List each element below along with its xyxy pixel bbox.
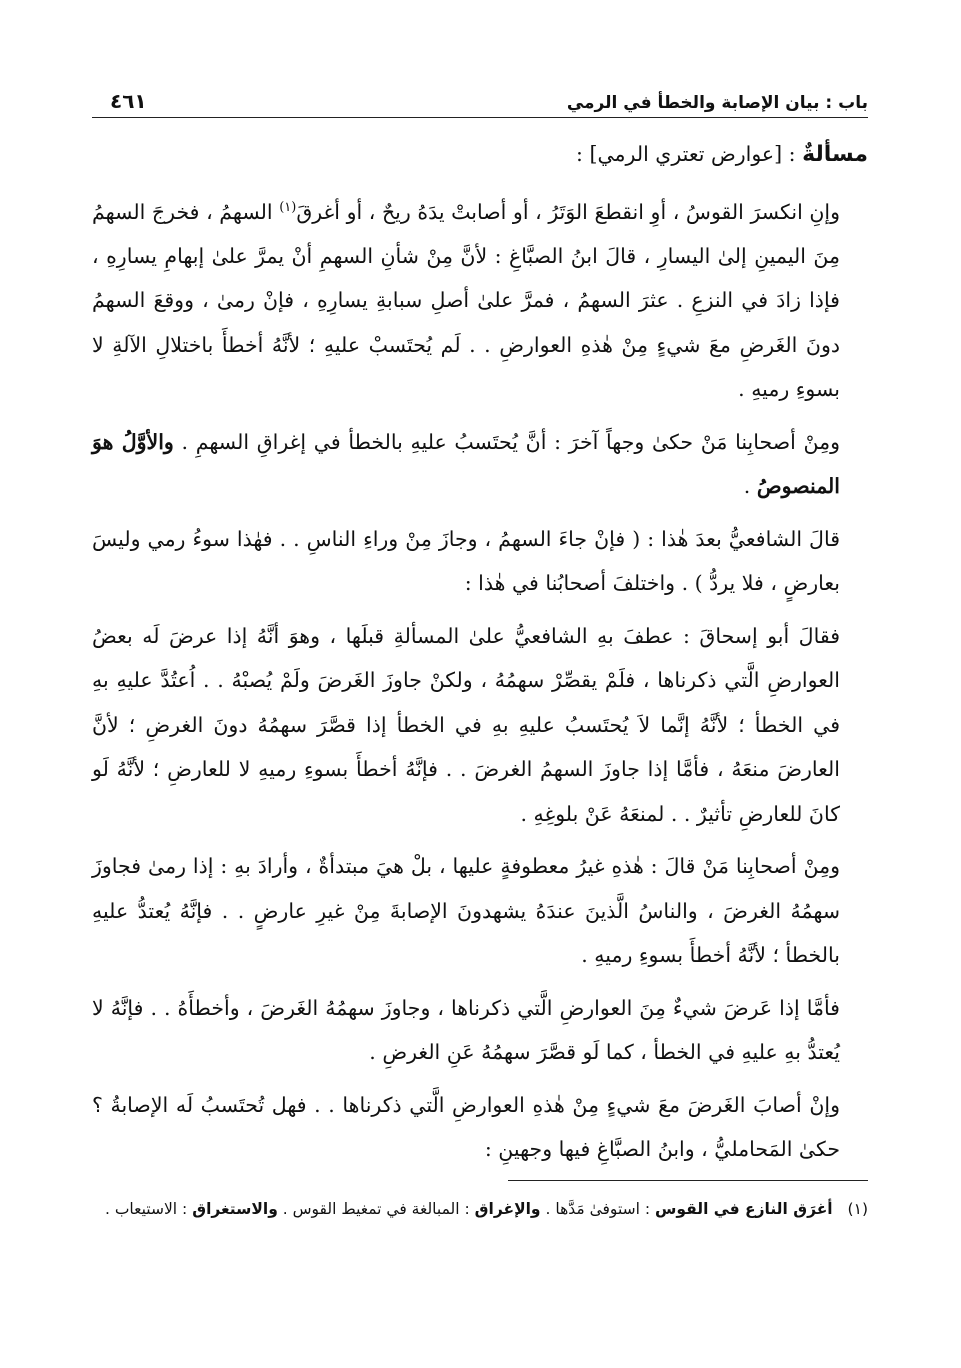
paragraph-3: قالَ الشافعيُّ بعدَ هٰذا : ( فإنْ جاءَ السهمُ ، وجازَ مِنْ وراءِ الناسِ . . فهٰذا سوءُ رمي وليسَ بعارضٍ ، فلا يردُّ ) . واختلفَ أصحابُنا في هٰذا : bbox=[92, 526, 840, 596]
paragraph-1-part-a: وإنِ انكسرَ القوسُ ، أوِ انقطعَ الوَتَرُ ، أو أصابتْ يدَهُ ريحٌ ، أو أغرقَ bbox=[296, 199, 840, 224]
paragraph-2-bold: والأوَّلُ هوَ المنصوصُ bbox=[92, 429, 840, 499]
footnote bbox=[92, 1195, 868, 1223]
masala-label: مسألةٌ bbox=[802, 142, 868, 167]
paragraph-7: وإنْ أصابَ الغَرضَ معَ شيءٍ مِنْ هٰذهِ العوارضِ الَّتي ذكرناها . . فهل تُحتَسبُ لَه الإصابةُ ؟ حكىٰ المَحامليُّ ، وابنُ الصبَّاغِ فيها وجهينِ : bbox=[92, 1092, 840, 1162]
footnote-term-3: والاستغراق bbox=[192, 1199, 278, 1218]
paragraph-4: فقالَ أبو إسحاقَ : عطفَ بهِ الشافعيُّ علىٰ المسألةِ قبلَها ، وهوَ أنَّهُ إذا عرضَ لَه بعضُ العوارضِ الَّتي ذكرناها ، فلَمْ يقصِّرْ سهمُهُ ، ولكنْ جاوزَ الغَرضَ ولَمْ يُصبْهُ . . اُعتُدَّ عليهِ بهِ في الخطأ ؛ لأنَّهُ إنَّما لاَ يُحتَسبُ عليهِ بهِ في الخطأ إذا قصَّرَ سهمُهُ دونَ الغرضِ ؛ لأنَّ العارضَ منعَهُ ، فأمَّا إذا جاوزَ السهمُ الغرضَ . . فإنَّهُ أخطأَ بسوءِ رميهِ لا للعارضِ ؛ لأنَّهُ لَو كانَ للعارضِ تأثيرٌ . . لمنعَهُ عَنْ بلوغِهِ . bbox=[92, 623, 840, 826]
paragraph-2-part-a: ومِنْ أصحابِنا مَنْ حكىٰ وجهاً آخرَ : أنَّ يُحتَسبُ عليهِ بالخطأ في إغراقِ السهمِ . bbox=[181, 429, 840, 454]
footnote-term-1: أغرَق النازع في القوس bbox=[655, 1199, 833, 1218]
paragraph-2 bbox=[92, 420, 868, 509]
running-title: باب : بيان الإصابة والخطأ في الرمي bbox=[566, 93, 868, 113]
paragraph-1 bbox=[92, 186, 868, 412]
paragraph-5: ومِنْ أصحابِنا مَنْ قالَ : هٰذهِ غيرُ معطوفةٍ عليها ، بلْ هيَ مبتدأةٌ ، وأرادَ بهِ : إذا رمىٰ فجاوزَ سهمُهُ الغرضَ ، والناسُ الَّذينَ عندَهُ يشهدونَ الإصابةَ مِنْ غيرِ عارضٍ . . فإنَّهُ يُعتدُّ عليهِ بالخطأ ؛ لأنَّهُ أخطأَ بسوءِ رميهِ . bbox=[92, 854, 840, 968]
footnote-text-b: : المبالغة في تمغيط القوس . bbox=[277, 1199, 470, 1218]
paragraph-2-end: . bbox=[743, 474, 751, 499]
footnote-text-a: : استوفىٰ مَدَّها . bbox=[540, 1199, 651, 1218]
masala-heading bbox=[92, 132, 868, 178]
footnote-ref-1: (١) bbox=[279, 199, 297, 215]
footnote-term-2: والإغراق bbox=[474, 1199, 541, 1218]
footnote-text-c: : الاستيعاب . bbox=[104, 1199, 188, 1218]
document-page bbox=[92, 78, 868, 1338]
paragraph-6: فأمَّا إذا عَرضَ شيءٌ مِنَ العوارضِ الَّتي ذكرناها ، وجاوزَ سهمُهُ الغَرضَ ، وأخطأَهُ . . فإنَّهُ لا يُعتدُّ بهِ عليهِ في الخطأ ، كما لَو قصَّرَ سهمُهُ عَنِ الغرضِ . bbox=[92, 995, 840, 1065]
paragraph-1-part-b: السهمُ ، فخرجَ السهمُ مِنَ اليمينِ إلىٰ اليسارِ ، قالَ ابنُ الصبَّاغِ : لأنَّ مِنْ شأنِ السهمِ أنْ يمرَّ علىٰ إبهامِ يسارِهِ ، فإذا زادَ في النزعِ . عثرَ السهمُ ، فمرَّ علىٰ أصلِ سبابةِ يسارِهِ ، فإنْ رمىٰ ، ووقعَ السهمُ دونَ الغَرضِ معَ شيءٍ مِنْ هٰذهِ العوارضِ . . لَم يُحتَسبْ عليهِ ؛ لأنَّهُ أخطأَ باختلالِ الآلةِ لا بسوءِ رميهِ . bbox=[92, 199, 840, 402]
footnote-number: (١) bbox=[847, 1199, 868, 1218]
page-header bbox=[92, 78, 868, 118]
body-text bbox=[92, 132, 868, 1172]
page-number: ٤٦١ bbox=[110, 89, 147, 113]
masala-title: : [عوارض تعتري الرمي] : bbox=[576, 142, 796, 166]
footnote-divider bbox=[508, 1180, 868, 1181]
